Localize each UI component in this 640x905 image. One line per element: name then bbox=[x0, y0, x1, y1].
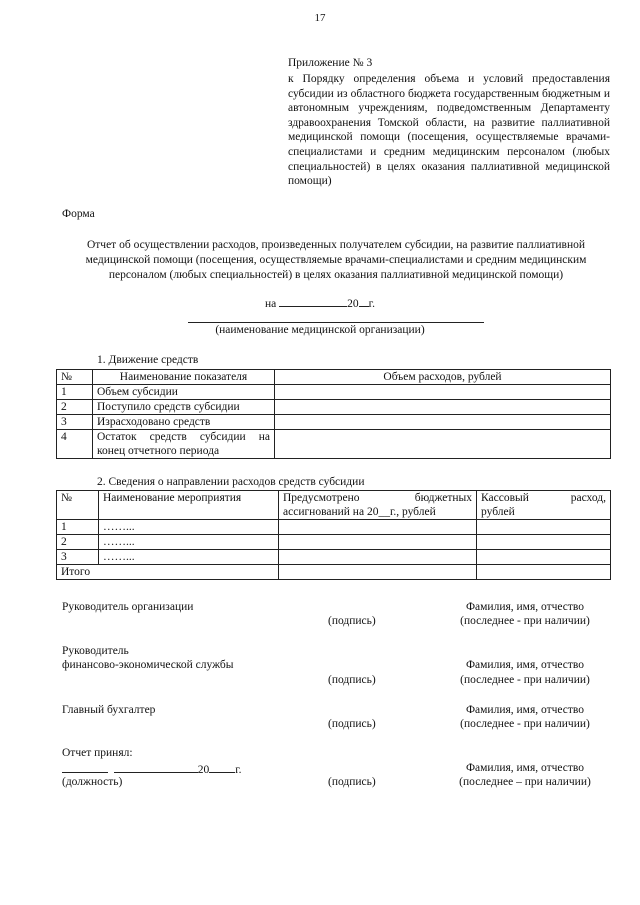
fin-head-signature: (подпись) bbox=[328, 674, 376, 686]
row-number: 3 bbox=[57, 415, 93, 430]
org-name-line bbox=[188, 322, 484, 323]
table-row bbox=[57, 385, 611, 400]
row-name: Остаток средств субсидии на конец отчетного периода bbox=[93, 430, 275, 459]
row-number: 1 bbox=[57, 385, 93, 400]
total-label: Итого bbox=[57, 565, 279, 580]
row-planned bbox=[279, 550, 477, 565]
fin-head-fio: Фамилия, имя, отчество bbox=[465, 659, 585, 671]
header-indicator: Наименование показателя bbox=[93, 370, 275, 385]
year-blank bbox=[209, 762, 235, 773]
row-number: 4 bbox=[57, 430, 93, 459]
accepted-date-line bbox=[62, 762, 242, 776]
row-number: 1 bbox=[57, 520, 99, 535]
table-row bbox=[57, 400, 611, 415]
position-blank bbox=[62, 762, 108, 773]
cash-b: расход, bbox=[570, 492, 606, 504]
position-caption: (должность) bbox=[62, 776, 123, 788]
head-note: (последнее - при наличии) bbox=[460, 615, 590, 627]
planned-c: ассигнований на 20__г., рублей bbox=[283, 506, 436, 518]
date-blank bbox=[279, 296, 347, 307]
cash-c: рублей bbox=[481, 506, 515, 518]
table-row bbox=[57, 415, 611, 430]
table-total-row bbox=[57, 565, 611, 580]
row-amount bbox=[275, 400, 611, 415]
row-name: Поступило средств субсидии bbox=[93, 400, 275, 415]
fin-head-note: (последнее - при наличии) bbox=[460, 674, 590, 686]
row-name: Объем субсидии bbox=[93, 385, 275, 400]
total-planned bbox=[279, 565, 477, 580]
funds-movement-table bbox=[56, 369, 611, 459]
row-amount bbox=[275, 415, 611, 430]
row-amount bbox=[275, 430, 611, 459]
report-date-line bbox=[0, 296, 640, 310]
row-cash bbox=[477, 520, 611, 535]
page-number: 17 bbox=[314, 12, 326, 24]
appendix-body: к Порядку определения объема и условий предоставления субсидии из областного бюджета государственным бюджетным и автономным учреждениям, подведомственным Департаменту здравоохранения Томской области, на развитие паллиативной медицинской помощи (посещения, осуществляемые врачами-специалистами и средним медицинским персоналом (любых специальностей) в целях оказания паллиативной медицинской помощи) bbox=[288, 73, 610, 188]
row-number: 2 bbox=[57, 535, 99, 550]
header-planned bbox=[279, 491, 477, 520]
row-planned bbox=[279, 535, 477, 550]
planned-b: бюджетных bbox=[414, 492, 472, 504]
accountant-note: (последнее - при наличии) bbox=[460, 718, 590, 730]
row-cash bbox=[477, 550, 611, 565]
date-suffix: г. bbox=[368, 298, 375, 310]
planned-a: Предусмотрено bbox=[283, 492, 360, 504]
row-name: Израсходовано средств bbox=[93, 415, 275, 430]
appendix-title: Приложение № 3 bbox=[288, 57, 373, 69]
row-name: ……... bbox=[99, 520, 279, 535]
table-row bbox=[57, 535, 611, 550]
total-cash bbox=[477, 565, 611, 580]
accepted-note: (последнее – при наличии) bbox=[459, 776, 591, 788]
section1-title: 1. Движение средств bbox=[97, 354, 199, 366]
accountant-signature: (подпись) bbox=[328, 718, 376, 730]
name-blank bbox=[114, 762, 198, 773]
accountant-label: Главный бухгалтер bbox=[62, 704, 156, 716]
row-name: ……... bbox=[99, 535, 279, 550]
fin-head-label-2: финансово-экономической службы bbox=[62, 659, 234, 671]
header-amount: Объем расходов, рублей bbox=[275, 370, 611, 385]
header-cash bbox=[477, 491, 611, 520]
fin-head-label-1: Руководитель bbox=[62, 645, 129, 657]
date-prefix: на bbox=[265, 298, 277, 310]
header-number: № bbox=[57, 370, 93, 385]
year-blank bbox=[359, 296, 369, 307]
row-name: ……... bbox=[99, 550, 279, 565]
section2-title: 2. Сведения о направлении расходов средств субсидии bbox=[97, 476, 365, 488]
accepted-label: Отчет принял: bbox=[62, 747, 133, 759]
expenses-table bbox=[56, 490, 611, 580]
form-label: Форма bbox=[62, 208, 95, 220]
head-label: Руководитель организации bbox=[62, 601, 194, 613]
row-number: 3 bbox=[57, 550, 99, 565]
table-header bbox=[57, 491, 611, 520]
row-planned bbox=[279, 520, 477, 535]
report-title: Отчет об осуществлении расходов, произведенных получателем субсидии, на развитие паллиативной медицинской помощи (посещения, осуществляемые врачами-специалистами и средним медицинским персоналом (любых специальностей) в целях оказания паллиативной медицинской помощи) bbox=[85, 239, 587, 281]
cash-a: Кассовый bbox=[481, 492, 529, 504]
header-number: № bbox=[57, 491, 99, 520]
row-amount bbox=[275, 385, 611, 400]
table-header bbox=[57, 370, 611, 385]
head-signature: (подпись) bbox=[328, 615, 376, 627]
year-prefix: 20 bbox=[197, 764, 210, 776]
date-year: 20 bbox=[347, 298, 359, 310]
table-row bbox=[57, 520, 611, 535]
accepted-signature: (подпись) bbox=[328, 776, 376, 788]
org-caption: (наименование медицинской организации) bbox=[215, 324, 425, 336]
row-number: 2 bbox=[57, 400, 93, 415]
row-cash bbox=[477, 535, 611, 550]
table-row bbox=[57, 550, 611, 565]
header-event: Наименование мероприятия bbox=[99, 491, 279, 520]
table-row bbox=[57, 430, 611, 459]
year-suffix: г. bbox=[235, 764, 242, 776]
accountant-fio: Фамилия, имя, отчество bbox=[465, 704, 585, 716]
accepted-fio: Фамилия, имя, отчество bbox=[465, 762, 585, 774]
head-fio: Фамилия, имя, отчество bbox=[465, 601, 585, 613]
